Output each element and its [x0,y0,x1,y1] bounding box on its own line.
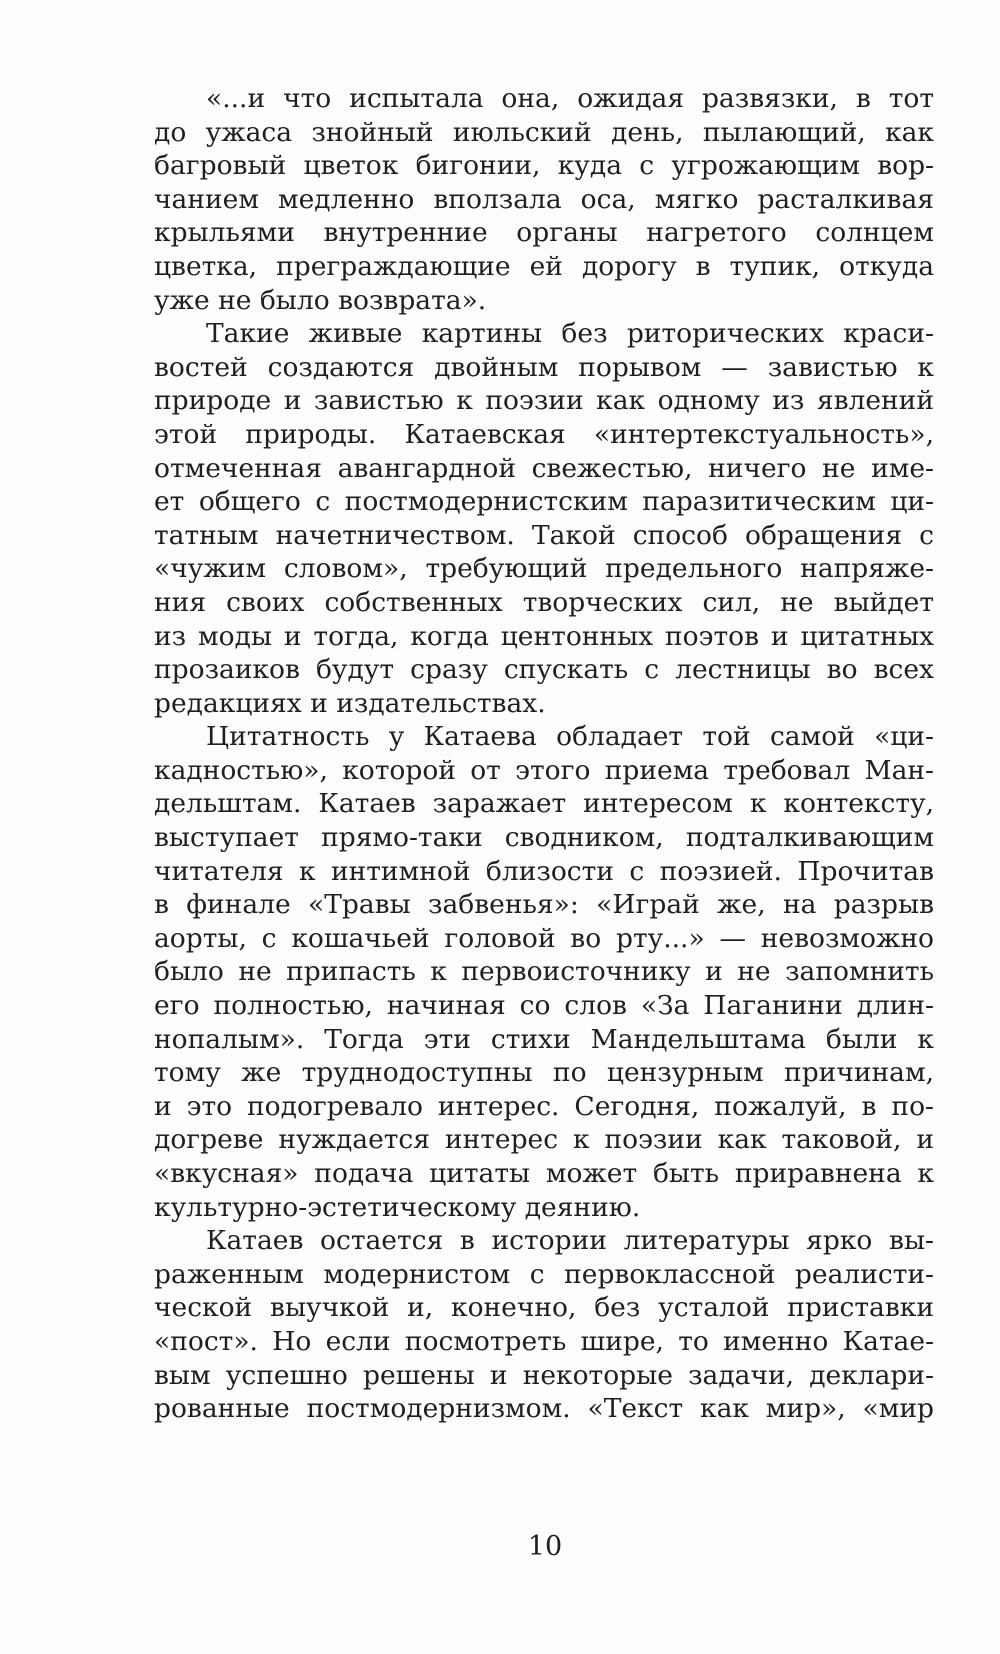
text-line: ния своих собственных творческих сил, не выйдет [154,586,934,618]
text-line: цветка, преграждающие ей дорогу в тупик, откуда [154,250,934,282]
text-line: «...и что испытала она, ожидая развязки, в тот [206,83,934,114]
text-line: читателя к интимной близости с поэзией. Прочитав [154,855,934,887]
text-line: «чужим словом», требующий предельного напряже- [154,553,934,585]
text-line: востей создаются двойным порывом — завистью к [154,351,934,383]
text-line: до ужаса знойный июльский день, пылающий, как [154,116,934,148]
text-line: аорты, с кошачьей головой во рту...» — невозможно [154,922,934,954]
text-line: культурно-эстетическому деянию. [154,1191,641,1223]
text-line: татным начетничеством. Такой способ обращения с [154,519,934,551]
text-line: чанием медленно вползала оса, мягко расталкивая [154,183,934,215]
text-line: из моды и тогда, когда центонных поэтов и цитатных [154,620,934,652]
page-number: 10 [527,1531,563,1562]
text-line: редакциях и издательствах. [154,687,546,719]
text-line: багровый цветок бигонии, куда с угрожающим вор- [154,150,934,182]
text-line: уже не было возврата». [154,284,487,316]
text-line: ческой выучкой и, конечно, без усталой приставки [154,1292,934,1324]
text-line: тому же труднодоступны по цензурным причинам, [154,1057,934,1089]
body-text [154,82,934,1426]
text-line: ет общего с постмодернистским паразитическим ци- [154,486,934,518]
text-line: раженным модернистом с первоклассной реалисти- [154,1258,934,1290]
text-line: догреве нуждается интерес к поэзии как таковой, и [154,1124,934,1156]
text-line: выступает прямо-таки сводником, подталкивающим [154,822,934,854]
text-line: нопалым». Тогда эти стихи Мандельштама были к [154,1023,934,1055]
text-line: прозаиков будут сразу спускать с лестницы во всех [154,654,934,686]
text-line: крыльями внутренние органы нагретого солнцем [154,217,934,249]
text-line: было не припасть к первоисточнику и не запомнить [154,956,934,988]
text-line: Цитатность у Катаева обладает той самой «ци- [206,721,934,753]
text-line: Катаев остается в истории литературы ярко вы- [206,1225,934,1257]
text-line: природе и завистью к поэзии как одному из явлений [154,385,934,417]
text-line: его полностью, начиная со слов «За Паганини длин- [154,990,934,1022]
text-line: рованные постмодернизмом. «Текст как мир», «мир [154,1393,934,1425]
text-line: отмеченная авангардной свежестью, ничего не име- [154,452,934,484]
text-line: этой природы. Катаевская «интертекстуальность», [154,418,934,450]
text-line: в финале «Травы забвенья»: «Играй же, на разрыв [154,889,934,921]
text-line: «пост». Но если посмотреть шире, то именно Катае- [154,1325,934,1357]
text-line: Такие живые картины без риторических краси- [206,318,934,350]
text-line: кадностью», которой от этого приема требовал Ман- [154,754,934,786]
text-line: «вкусная» подача цитаты может быть приравнена к [154,1158,934,1189]
text-line: и это подогревало интерес. Сегодня, пожалуй, в по- [154,1090,934,1122]
text-line: вым успешно решены и некоторые задачи, деклари- [154,1359,934,1391]
text-line: дельштам. Катаев заражает интересом к контексту, [154,788,934,820]
